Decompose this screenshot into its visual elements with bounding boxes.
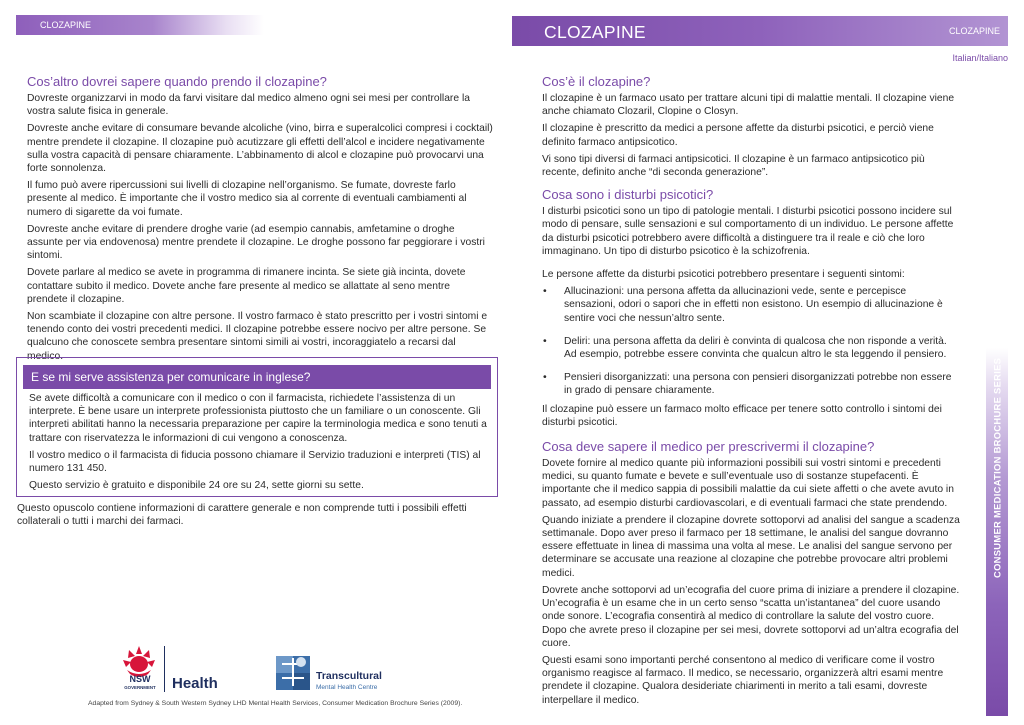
health-text: Health: [172, 675, 218, 692]
left-header-tab: [16, 15, 264, 35]
help-box-title: E se mi serve assistenza per comunicare in inglese?: [23, 365, 491, 389]
transcultural-logo: [274, 650, 404, 696]
disclaimer-text: Questo opuscolo contiene informazioni di carattere generale e non comprende tutti i possibili effetti collaterali o tutti i marchi dei farmaci.: [17, 503, 467, 528]
paragraph: Il fumo può avere ripercussioni sui livelli di clozapine nell’organismo. Se fumate, dovreste farlo presente al medico. È importante che il vostro medico sia al corrente di eventuali cambiamenti al numero di sigarette da voi fumate.: [27, 180, 467, 218]
banner-tag: CLOZAPINE: [948, 26, 1000, 36]
left-tab-label: CLOZAPINE: [40, 20, 92, 30]
list-item: • Allucinazioni: una persona affetta da allucinazioni vede, sente e percepisce sensazioni, odori o sapori che in effetti non esistono. Un esempio di allucinazione è sentire voci che nessun’altro sente.: [542, 285, 960, 325]
section-title-other-info: Cos’altro dovrei sapere quando prendo il clozapine?: [27, 74, 327, 89]
language-label: Italian/Italiano: [952, 53, 1008, 63]
paragraph: Quando iniziate a prendere il clozapine dovrete sottoporvi ad analisi del sangue a scadenza settimanale. Dopo aver preso il farmaco per 18 settimane, le analisi del sangue dovranno essere effettuate in linea di massima una volta al mese. Le analisi del sangue servono per determinare se accusate una reazione al clozapine che potrebbe provocare altri problemi medici.: [542, 514, 960, 579]
series-side-bar: [986, 348, 1008, 716]
footnote-text: Adapted from Sydney & South Western Sydney LHD Mental Health Services, Consumer Medication Brochure Series (2009).: [88, 700, 463, 707]
paragraph: Questi esami sono importanti perché consentono al medico di verificare come il vostro organismo reagisce al farmaco. Il medico, se necessario, organizzerà altri esami mentre prendete il clozapine. Qualora desideriate chiarimenti in merito a tali esami, dovreste interpellare il medico.: [542, 654, 944, 706]
right-main-content: [542, 74, 960, 711]
paragraph: Dovete fornire al medico quante più informazioni possibili sui vostri sintomi e precedenti medici, su quanto fumate e bevete e sull’eventuale uso di sostanze stupefacenti. È importante che il medico sappia di possibili malattie da cui siete affetti o che avete avuto in passato, ad esempio disturbi cardiovascolari, e di eventuali farmaci che state prendendo.: [542, 458, 954, 509]
paragraph: Il clozapine è prescritto da medici a persone affette da disturbi psicotici, e perciò viene definito farmaco antipsicotico.: [542, 123, 934, 148]
paragraph: Dovreste organizzarvi in modo da farvi visitare dal medico almeno ogni sei mesi per controllare la vostra salute fisica in generale.: [27, 93, 470, 118]
right-header-banner: [512, 16, 1008, 46]
section-title-psychotic-disorders: Cosa sono i disturbi psicotici?: [542, 187, 714, 203]
nsw-health-logo: [117, 644, 227, 696]
left-main-content: [27, 74, 493, 367]
paragraph: Vi sono tipi diversi di farmaci antipsicotici. Il clozapine è un farmaco antipsicotico più recente, definito anche “di seconda generazione”.: [542, 153, 925, 179]
nsw-text: NSW: [129, 674, 151, 684]
paragraph: Dovrete anche sottoporvi ad un’ecografia del cuore prima di iniziare a prendere il clozapine. Un’ecografia è un esame che in un certo senso “scatta un’istantanea” del cuore usando onde sonore. L’ecografia consentirà al medico di controllare la salute del vostro cuore. Dopo che avrete preso il clozapine per sei mesi, dovrete sottoporvi ad un’altra ecografia del cuore.: [542, 584, 960, 649]
section-title-what-is: Cos’è il clozapine?: [542, 74, 651, 89]
paragraph: Dovreste anche evitare di prendere droghe varie (ad esempio cannabis, amfetamine o droghe assunte per via endovenosa) mentre prendete il clozapine. Le droghe possono far peggiorare i vostri sintomi.: [27, 223, 485, 262]
series-label: CONSUMER MEDICATION BROCHURE SERIES: [991, 358, 1003, 579]
transcultural-logo-icon: [274, 650, 314, 694]
government-text: GOVERNMENT: [124, 685, 156, 690]
help-box-body: [29, 392, 491, 496]
list-item: • Deliri: una persona affetta da deliri è convinta di qualcosa che non risponde a verità. Ad esempio, potrebbe essere convinta che qualcun altro le sta leggendo il pensiero.: [542, 335, 960, 361]
transcultural-text: Transcultural: [316, 670, 382, 682]
paragraph: Le persone affette da disturbi psicotici potrebbero presentare i seguenti sintomi:: [542, 269, 905, 281]
list-item: • Pensieri disorganizzati: una persona con pensieri disorganizzati potrebbe non essere in grado di pensare chiaramente.: [542, 371, 960, 397]
paragraph: Dovete parlare al medico se avete in programma di rimanere incinta. Se siete già incinta, dovete contattare subito il medico. Dovete anche fare presente al medico se allattate al seno mentre prendete il clozapine.: [27, 267, 466, 305]
page-title: CLOZAPINE: [544, 22, 646, 42]
paragraph: Il vostro medico o il farmacista di fiducia possono chiamare il Servizio traduzioni e interpreti (TIS) al numero 131 450.: [29, 449, 481, 475]
interpreter-help-box: [16, 357, 498, 497]
paragraph: Se avete difficoltà a comunicare con il medico o con il farmacista, richiedete l’assistenza di un interprete. È bene usare un interprete professionista piuttosto che un familiare o un conoscente. Gli interpreti abilitati hanno la necessaria preparazione per capire la terminologia medica e sono tenuti a trattare con riservatezza le informazioni di cui vengono a conoscenza.: [29, 393, 487, 444]
paragraph: Dovreste anche evitare di consumare bevande alcoliche (vino, birra e superalcolici compresi i cocktail) mentre prendete il clozapine. Il clozapine può acutizzare gli effetti dell’alcol e incidere negativamente sulla vostra capacità di pensare chiaramente. L’abbinamento di alcol e clozapine può provocarvi una forte sonnolenza.: [27, 123, 493, 175]
section-title-doctor-needs: Cosa deve sapere il medico per prescrivermi il clozapine?: [542, 439, 875, 455]
symptoms-list: [542, 285, 960, 397]
paragraph: Il clozapine è un farmaco usato per trattare alcuni tipi di malattie mentali. Il clozapine viene anche chiamato Clozaril, Clopine o Closyn.: [542, 93, 955, 118]
paragraph: Non scambiate il clozapine con altre persone. Il vostro farmaco è stato prescritto per i vostri sintomi e tenendo conto dei vostri precedenti medici. Il clozapine potrebbe essere nocivo per altre persone. Se qualcuno che conoscete sembra presentare sintomi simili ai vostri, incoraggiatelo a recarsi dal medico.: [27, 311, 488, 362]
mental-health-centre-text: Mental Health Centre: [316, 684, 378, 691]
paragraph: Il clozapine può essere un farmaco molto efficace per tenere sotto controllo i sintomi dei disturbi psicotici.: [542, 403, 942, 428]
paragraph: I disturbi psicotici sono un tipo di patologie mentali. I disturbi psicotici possono incidere sul modo di pensare, sulle sensazioni e sul comportamento di un individuo. Le persone affette da disturbi psicotici potrebbero avere difficoltà a distinguere tra il reale e ciò che loro immaginano. Un tipo di disturbo psicotico è la schizofrenia.: [542, 206, 954, 257]
paragraph: Questo servizio è gratuito e disponibile 24 ore su 24, sette giorni su sette.: [29, 480, 364, 492]
